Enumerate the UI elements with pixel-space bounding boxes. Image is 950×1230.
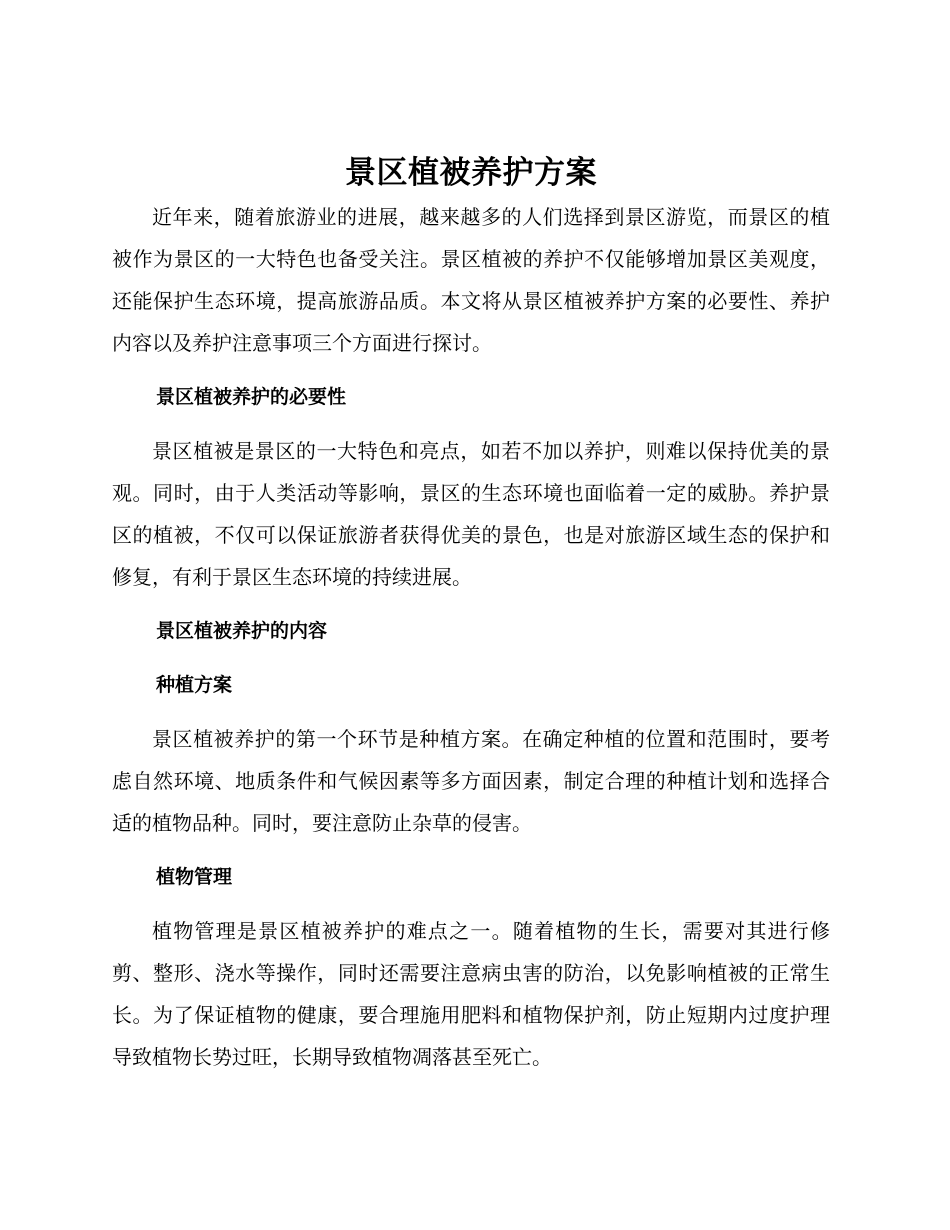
spacer bbox=[112, 706, 830, 718]
section-heading-planting: 种植方案 bbox=[156, 674, 233, 696]
spacer bbox=[112, 418, 830, 430]
document-title: 景区植被养护方案 bbox=[345, 155, 597, 191]
spacer bbox=[112, 652, 830, 664]
spacer bbox=[112, 844, 830, 856]
spacer bbox=[112, 598, 830, 610]
section-heading-plant-management: 植物管理 bbox=[156, 866, 233, 888]
section-paragraph-planting: 景区植被养护的第一个环节是种植方案。在确定种植的位置和范围时，要考虑自然环境、地质条件和气候因素等多方面因素，制定合理的种植计划和选择合适的植物品种。同时，要注意防止杂草的侵害。 bbox=[112, 727, 830, 835]
spacer bbox=[112, 364, 830, 376]
section-paragraph-necessity: 景区植被是景区的一大特色和亮点，如若不加以养护，则难以保持优美的景观。同时，由于人类活动等影响，景区的生态环境也面临着一定的威胁。养护景区的植被，不仅可以保证旅游者获得优美的景色，也是对旅游区域生态的保护和修复，有利于景区生态环境的持续进展。 bbox=[112, 439, 830, 589]
document-page bbox=[112, 150, 830, 1078]
spacer bbox=[112, 898, 830, 910]
section-heading-necessity: 景区植被养护的必要性 bbox=[156, 386, 347, 408]
intro-paragraph: 近年来，随着旅游业的进展，越来越多的人们选择到景区游览，而景区的植被作为景区的一大特色也备受关注。景区植被的养护不仅能够增加景区美观度，还能保护生态环境，提高旅游品质。本文将从景区植被养护方案的必要性、养护内容以及养护注意事项三个方面进行探讨。 bbox=[112, 205, 830, 355]
section-heading-content: 景区植被养护的内容 bbox=[156, 620, 328, 642]
section-paragraph-plant-management: 植物管理是景区植被养护的难点之一。随着植物的生长，需要对其进行修剪、整形、浇水等操作，同时还需要注意病虫害的防治，以免影响植被的正常生长。为了保证植物的健康，要合理施用肥料和植物保护剂，防止短期内过度护理导致植物长势过旺，长期导致植物凋落甚至死亡。 bbox=[112, 919, 830, 1069]
